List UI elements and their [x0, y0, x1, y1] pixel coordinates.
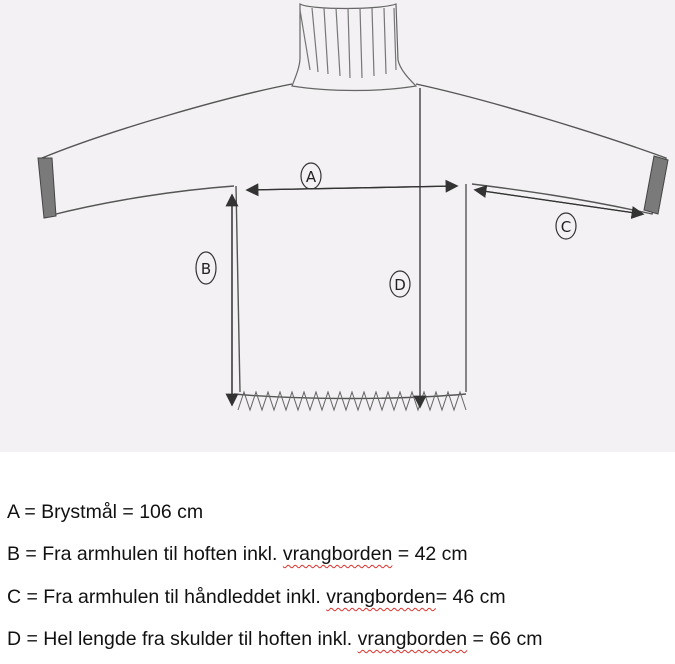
legend-line-b — [7, 542, 468, 566]
label-d-circle — [390, 271, 410, 297]
legend-c-value: = 46 cm — [435, 586, 506, 608]
hem-ribbing — [238, 392, 466, 410]
measure-arrows — [232, 88, 642, 406]
label-c-circle — [556, 213, 576, 239]
legend-b-marked-word: vrangborden — [282, 543, 393, 565]
label-b-circle — [196, 252, 216, 284]
sweater-outline — [42, 84, 666, 399]
collar — [292, 4, 416, 91]
legend-a-text: A = Brystmål = 106 cm — [7, 501, 204, 523]
legend-line-c — [7, 585, 506, 609]
label-b: B — [200, 260, 212, 278]
label-a: A — [305, 168, 317, 186]
legend-b-text: B = Fra armhulen til hoften inkl. — [7, 543, 283, 565]
legend-c-text: C = Fra armhulen til håndleddet inkl. — [7, 586, 327, 608]
label-a-circle — [301, 163, 321, 189]
cuffs — [38, 156, 668, 218]
legend-line-d — [7, 627, 542, 651]
legend-d-marked-word: vrangborden — [357, 628, 468, 650]
legend-line-a — [7, 500, 203, 524]
label-d: D — [394, 276, 406, 294]
legend-d-value: = 66 cm — [467, 628, 543, 650]
legend-c-marked-word: vrangborden — [326, 586, 436, 608]
legend-d-text: D = Hel lengde fra skulder til hoften inkl. — [7, 628, 358, 650]
legend-b-value: = 42 cm — [392, 543, 468, 565]
label-c: C — [560, 218, 572, 236]
